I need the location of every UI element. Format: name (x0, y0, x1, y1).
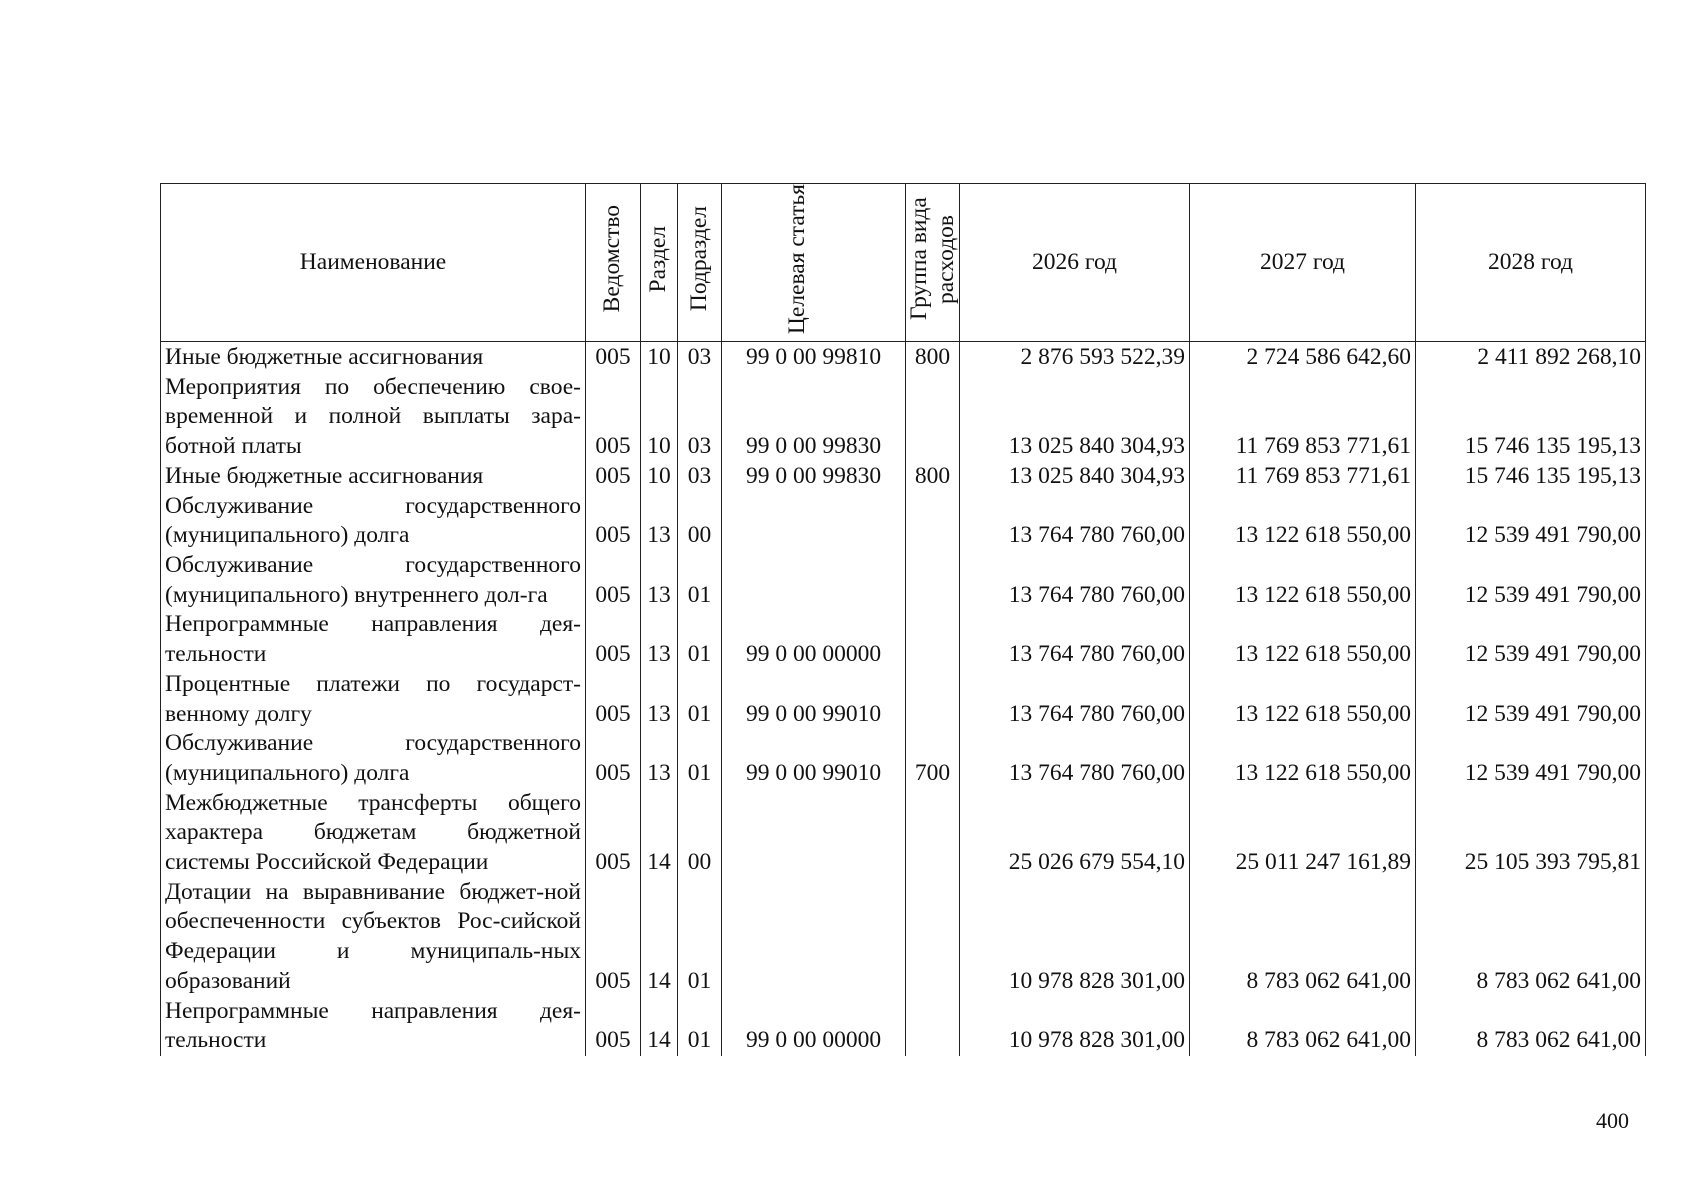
row-target: 99 0 00 99010 (722, 729, 906, 788)
row-name: Процентные платежи по государст-венному долгу (161, 670, 586, 729)
row-2026: 10 978 828 301,00 (960, 878, 1190, 997)
row-expense-group (906, 610, 960, 669)
row-subsection: 03 (678, 342, 722, 373)
row-expense-group (906, 670, 960, 729)
row-2026: 13 025 840 304,93 (960, 373, 1190, 462)
row-dept: 005 (586, 462, 641, 492)
row-2026: 13 764 780 760,00 (960, 492, 1190, 551)
row-dept: 005 (586, 997, 641, 1056)
row-target: 99 0 00 00000 (722, 610, 906, 669)
row-2028: 15 746 135 195,13 (1416, 373, 1646, 462)
row-2027: 13 122 618 550,00 (1190, 670, 1416, 729)
table-row (161, 997, 1646, 1056)
table-row (161, 670, 1646, 729)
row-dept: 005 (586, 878, 641, 997)
header-subsection: Подраздел (678, 184, 722, 342)
row-2028: 8 783 062 641,00 (1416, 878, 1646, 997)
row-2026: 13 764 780 760,00 (960, 670, 1190, 729)
row-expense-group (906, 373, 960, 462)
row-section: 13 (641, 670, 678, 729)
row-name: Обслуживание государственного (муниципального) долга (161, 729, 586, 788)
row-name: Обслуживание государственного (муниципального) внутреннего дол-га (161, 551, 586, 610)
row-section: 13 (641, 729, 678, 788)
row-target: 99 0 00 00000 (722, 997, 906, 1056)
table-body (161, 342, 1646, 1056)
row-2027: 8 783 062 641,00 (1190, 878, 1416, 997)
row-subsection: 01 (678, 878, 722, 997)
row-2028: 12 539 491 790,00 (1416, 729, 1646, 788)
row-target (722, 789, 906, 878)
row-2028: 15 746 135 195,13 (1416, 462, 1646, 492)
header-name: Наименование (161, 184, 586, 342)
row-expense-group (906, 789, 960, 878)
row-subsection: 01 (678, 997, 722, 1056)
row-target: 99 0 00 99810 (722, 342, 906, 373)
row-target: 99 0 00 99010 (722, 670, 906, 729)
header-2027: 2027 год (1190, 184, 1416, 342)
row-subsection: 03 (678, 462, 722, 492)
row-2026: 10 978 828 301,00 (960, 997, 1190, 1056)
row-2026: 13 764 780 760,00 (960, 610, 1190, 669)
row-dept: 005 (586, 670, 641, 729)
row-subsection: 01 (678, 729, 722, 788)
row-target (722, 551, 906, 610)
row-dept: 005 (586, 492, 641, 551)
row-expense-group (906, 878, 960, 997)
header-dept: Ведомство (586, 184, 641, 342)
row-2027: 11 769 853 771,61 (1190, 462, 1416, 492)
table-row (161, 492, 1646, 551)
table-row (161, 551, 1646, 610)
row-name: Обслуживание государственного (муниципального) долга (161, 492, 586, 551)
row-2026: 25 026 679 554,10 (960, 789, 1190, 878)
row-name: Дотации на выравнивание бюджет-ной обеспеченности субъектов Рос-сийской Федерации и муниципаль-ных образований (161, 878, 586, 997)
row-name: Непрограммные направления дея-тельности (161, 610, 586, 669)
row-2028: 12 539 491 790,00 (1416, 551, 1646, 610)
table-row (161, 610, 1646, 669)
row-2028: 12 539 491 790,00 (1416, 610, 1646, 669)
header-target: Целевая статья (722, 184, 906, 342)
row-2028: 12 539 491 790,00 (1416, 670, 1646, 729)
table-row (161, 462, 1646, 492)
row-expense-group (906, 997, 960, 1056)
row-subsection: 00 (678, 492, 722, 551)
row-expense-group (906, 492, 960, 551)
row-dept: 005 (586, 342, 641, 373)
table-row (161, 789, 1646, 878)
row-expense-group: 800 (906, 342, 960, 373)
row-2027: 25 011 247 161,89 (1190, 789, 1416, 878)
row-dept: 005 (586, 551, 641, 610)
row-2027: 13 122 618 550,00 (1190, 610, 1416, 669)
row-section: 13 (641, 492, 678, 551)
row-2027: 8 783 062 641,00 (1190, 997, 1416, 1056)
header-row (161, 184, 1646, 342)
row-2027: 11 769 853 771,61 (1190, 373, 1416, 462)
table-row (161, 373, 1646, 462)
row-section: 14 (641, 789, 678, 878)
row-target: 99 0 00 99830 (722, 462, 906, 492)
row-2027: 13 122 618 550,00 (1190, 551, 1416, 610)
header-2028: 2028 год (1416, 184, 1646, 342)
row-target (722, 878, 906, 997)
row-dept: 005 (586, 373, 641, 462)
row-section: 14 (641, 878, 678, 997)
row-subsection: 00 (678, 789, 722, 878)
row-expense-group: 700 (906, 729, 960, 788)
row-section: 13 (641, 610, 678, 669)
row-subsection: 01 (678, 670, 722, 729)
row-expense-group: 800 (906, 462, 960, 492)
row-name: Иные бюджетные ассигнования (161, 342, 586, 373)
table-row (161, 729, 1646, 788)
row-name: Иные бюджетные ассигнования (161, 462, 586, 492)
row-name: Межбюджетные трансферты общего характера бюджетам бюджетной системы Российской Федерации (161, 789, 586, 878)
row-subsection: 03 (678, 373, 722, 462)
header-expense-group: Группа вида расходов (906, 184, 960, 342)
row-2027: 13 122 618 550,00 (1190, 492, 1416, 551)
row-dept: 005 (586, 610, 641, 669)
row-dept: 005 (586, 729, 641, 788)
row-name: Непрограммные направления дея-тельности (161, 997, 586, 1056)
row-2028: 12 539 491 790,00 (1416, 492, 1646, 551)
header-section: Раздел (641, 184, 678, 342)
row-section: 14 (641, 997, 678, 1056)
row-2027: 13 122 618 550,00 (1190, 729, 1416, 788)
budget-table (160, 183, 1646, 1056)
row-2026: 13 764 780 760,00 (960, 551, 1190, 610)
header-2026: 2026 год (960, 184, 1190, 342)
row-subsection: 01 (678, 610, 722, 669)
row-dept: 005 (586, 789, 641, 878)
table-row (161, 342, 1646, 373)
table-row (161, 878, 1646, 997)
row-section: 10 (641, 462, 678, 492)
row-2026: 13 764 780 760,00 (960, 729, 1190, 788)
row-name: Мероприятия по обеспечению свое-временной и полной выплаты зара-ботной платы (161, 373, 586, 462)
row-expense-group (906, 551, 960, 610)
row-target: 99 0 00 99830 (722, 373, 906, 462)
row-target (722, 492, 906, 551)
row-2028: 8 783 062 641,00 (1416, 997, 1646, 1056)
row-2027: 2 724 586 642,60 (1190, 342, 1416, 373)
row-2026: 13 025 840 304,93 (960, 462, 1190, 492)
row-subsection: 01 (678, 551, 722, 610)
row-2028: 2 411 892 268,10 (1416, 342, 1646, 373)
row-section: 10 (641, 342, 678, 373)
row-section: 10 (641, 373, 678, 462)
row-2028: 25 105 393 795,81 (1416, 789, 1646, 878)
row-2026: 2 876 593 522,39 (960, 342, 1190, 373)
page-number: 400 (1596, 1108, 1629, 1133)
row-section: 13 (641, 551, 678, 610)
